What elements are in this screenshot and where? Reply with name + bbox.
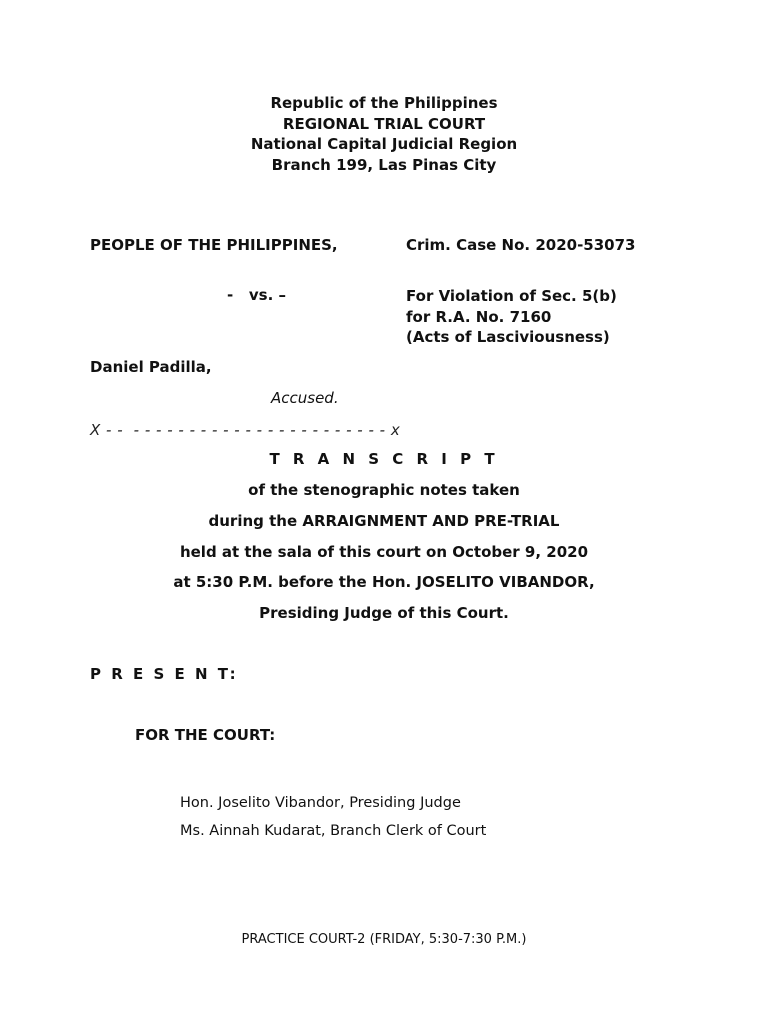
versus-label: - vs. – [227,286,287,304]
header-republic: Republic of the Philippines [270,94,498,112]
transcript-line: during the ARRAIGNMENT AND PRE-TRIAL [208,511,560,530]
header-branch: Branch 199, Las Pinas City [271,155,497,174]
page-footer: PRACTICE COURT-2 (FRIDAY, 5:30-7:30 P.M.) [241,932,527,947]
accused-label: Accused. [271,389,339,407]
header-region: National Capital Judicial Region [250,135,518,153]
transcript-line: held at the sala of this court on October 9, 2020 [179,542,589,561]
present-label: P R E S E N T: [90,665,239,683]
personnel-item: Hon. Joselito Vibandor, Presiding Judge [180,795,461,811]
violation-line-2: for R.A. No. 7160 [406,307,552,326]
transcript-line: Presiding Judge of this Court. [259,604,509,623]
violation-line-1: For Violation of Sec. 5(b) [406,287,617,305]
violation-line-3: (Acts of Lasciviousness) [406,328,610,346]
accused-name: Daniel Padilla, [90,358,212,376]
violation-block [406,286,617,348]
for-court-label: FOR THE COURT: [135,726,276,744]
transcript-line: at 5:30 P.M. before the Hon. JOSELITO VIBANDOR, [173,573,595,592]
court-header [0,93,768,175]
caption-divider: X - - - - - - - - - - - - - - - - - - - - - - - - - x [90,421,401,439]
personnel-item: Ms. Ainnah Kudarat, Branch Clerk of Court [180,823,487,839]
transcript-description [0,475,768,629]
transcript-line: of the stenographic notes taken [248,481,520,499]
header-court: REGIONAL TRIAL COURT [282,114,486,133]
court-personnel-list [180,789,486,845]
transcript-title: T R A N S C R I P T [269,450,499,468]
plaintiff-name: PEOPLE OF THE PHILIPPINES, [90,236,338,254]
case-number: Crim. Case No. 2020-53073 [406,236,636,254]
